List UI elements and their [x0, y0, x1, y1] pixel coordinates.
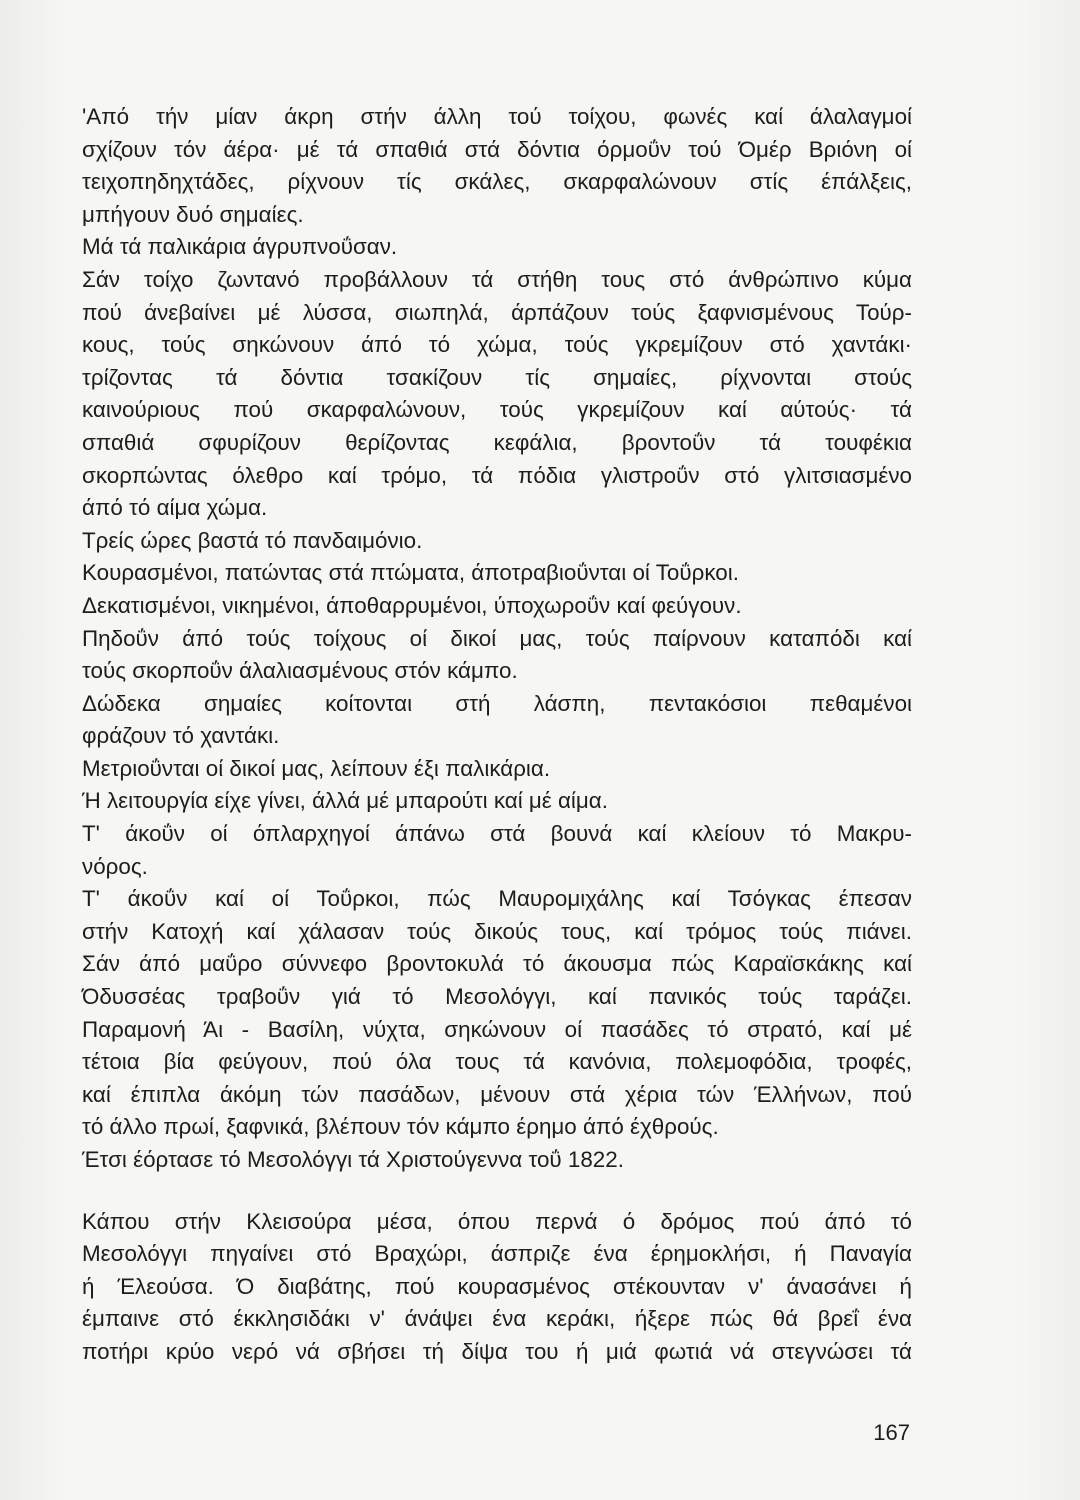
text-line: τούς σκορποΰν άλαλιασμένους στόν κάμπο. [82, 658, 518, 684]
text-line: έμπαινε στό έκκλησιδάκι ν' άνάψει ένα κεράκι, ήξερε πώς θά βρεΐ ένα [82, 1306, 912, 1332]
paragraph [82, 590, 912, 623]
paragraph [82, 101, 912, 231]
text-line: Τ' άκοΰν καί οί Τοΰρκοι, πώς Μαυρομιχάλης καί Τσόγκας έπεσαν [82, 886, 912, 912]
paragraph [82, 688, 912, 753]
body-text [82, 101, 912, 1369]
paragraph [82, 1144, 912, 1177]
paragraph [82, 1206, 912, 1369]
text-line: Μά τά παλικάρια άγρυπνοΰσαν. [82, 234, 398, 260]
text-line: καί έπιπλα άκόμη τών πασάδων, μένουν στά χέρια τών Έλλήνων, πού [82, 1081, 912, 1107]
paragraph [82, 818, 912, 883]
paragraph [82, 785, 912, 818]
text-line: στήν Κατοχή καί χάλασαν τούς δικούς τους, καί τρόμος τούς πιάνει. [82, 918, 912, 944]
text-line: καινούριους πού σκαρφαλώνουν, τούς γκρεμίζουν καί αύτούς· τά [82, 397, 912, 423]
text-line: τό άλλο πρωί, ξαφνικά, βλέπουν τόν κάμπο έρημο άπό έχθρούς. [82, 1114, 719, 1140]
text-line: Πηδοΰν άπό τούς τοίχους οί δικοί μας, τούς παίρνουν καταπόδι καί [82, 625, 912, 651]
text-line: Δεκατισμένοι, νικημένοι, άποθαρρυμένοι, ύποχωροΰν καί φεύγουν. [82, 592, 742, 618]
text-line: Ή λειτουργία είχε γίνει, άλλά μέ μπαρούτι καί μέ αίμα. [82, 788, 608, 814]
text-line: Τρείς ώρες βαστά τό πανδαιμόνιο. [82, 527, 423, 553]
text-line: πού άνεβαίνει μέ λύσσα, σιωπηλά, άρπάζουν τούς ξαφνισμένους Τούρ- [82, 299, 912, 325]
text-line: Σάν τοίχο ζωντανό προβάλλουν τά στήθη τους στό άνθρώπινο κύμα [82, 266, 912, 292]
paragraph-gap [82, 1177, 912, 1206]
text-line: φράζουν τό χαντάκι. [82, 723, 280, 749]
text-line: ή Έλεούσα. Ό διαβάτης, πού κουρασμένος στέκουνταν ν' άνασάνει ή [82, 1273, 912, 1299]
page-number: 167 [873, 1420, 910, 1445]
text-line: σχίζουν τόν άέρα· μέ τά σπαθιά στά δόντια όρμοΰν τού Όμέρ Βριόνη οί [82, 136, 912, 162]
text-line: Σάν άπό μαΰρο σύννεφο βροντοκυλά τό άκουσμα πώς Καραϊσκάκης καί [82, 951, 912, 977]
text-line: σκορπώντας όλεθρο καί τρόμο, τά πόδια γλιστροΰν στό γλιτσιασμένο [82, 462, 912, 488]
text-line: Μεσολόγγι πηγαίνει στό Βραχώρι, άσπριζε ένα έρημοκλήσι, ή Παναγία [82, 1241, 912, 1267]
text-line: Δώδεκα σημαίες κοίτονται στή λάσπη, πεντακόσιοι πεθαμένοι [82, 690, 912, 716]
text-line: μπήγουν δυό σημαίες. [82, 201, 304, 227]
paragraph [82, 623, 912, 688]
text-line: Κάπου στήν Κλεισούρα μέσα, όπου περνά ό δρόμος πού άπό τό [82, 1208, 912, 1234]
text-line: Τ' άκοΰν οί όπλαρχηγοί άπάνω στά βουνά καί κλείουν τό Μακρυ- [82, 821, 912, 847]
text-line: Παραμονή Άι - Βασίλη, νύχτα, σηκώνουν οί πασάδες τό στρατό, καί μέ [82, 1016, 912, 1042]
text-line: τειχοπηδηχτάδες, ρίχνουν τίς σκάλες, σκαρφαλώνουν στίς έπάλξεις, [82, 169, 912, 195]
text-line: Όδυσσέας τραβοΰν γιά τό Μεσολόγγι, καί πανικός τούς ταράζει. [82, 984, 912, 1010]
text-line: 'Από τήν μίαν άκρη στήν άλλη τού τοίχου, φωνές καί άλαλαγμοί [82, 104, 912, 129]
text-line: Μετριοΰνται οί δικοί μας, λείπουν έξι παλικάρια. [82, 755, 551, 781]
text-line: τέτοια βία φεύγουν, πού όλα τους τά κανόνια, πολεμοφόδια, τροφές, [82, 1049, 912, 1075]
paragraph [82, 264, 912, 525]
text-line: Έτσι έόρτασε τό Μεσολόγγι τά Χριστούγεννα τοΰ 1822. [82, 1147, 624, 1172]
text-line: σπαθιά σφυρίζουν θερίζοντας κεφάλια, βροντοΰν τά τουφέκια [82, 429, 912, 455]
text-line: Κουρασμένοι, πατώντας στά πτώματα, άποτραβιοΰνται οί Τοΰρκοι. [82, 560, 739, 586]
text-line: ποτήρι κρύο νερό νά σβήσει τή δίψα του ή μιά φωτιά νά στεγνώσει τά [82, 1338, 912, 1364]
text-line: νόρος. [82, 853, 148, 879]
paragraph [82, 525, 912, 558]
paragraph [82, 883, 912, 1144]
paragraph [82, 557, 912, 590]
paragraph [82, 753, 912, 786]
text-line: κους, τούς σηκώνουν άπό τό χώμα, τούς γκρεμίζουν στό χαντάκι· [82, 332, 912, 358]
text-line: τρίζοντας τά δόντια τσακίζουν τίς σημαίες, ρίχνονται στούς [82, 364, 912, 390]
text-line: άπό τό αίμα χώμα. [82, 495, 268, 521]
paragraph [82, 231, 912, 264]
